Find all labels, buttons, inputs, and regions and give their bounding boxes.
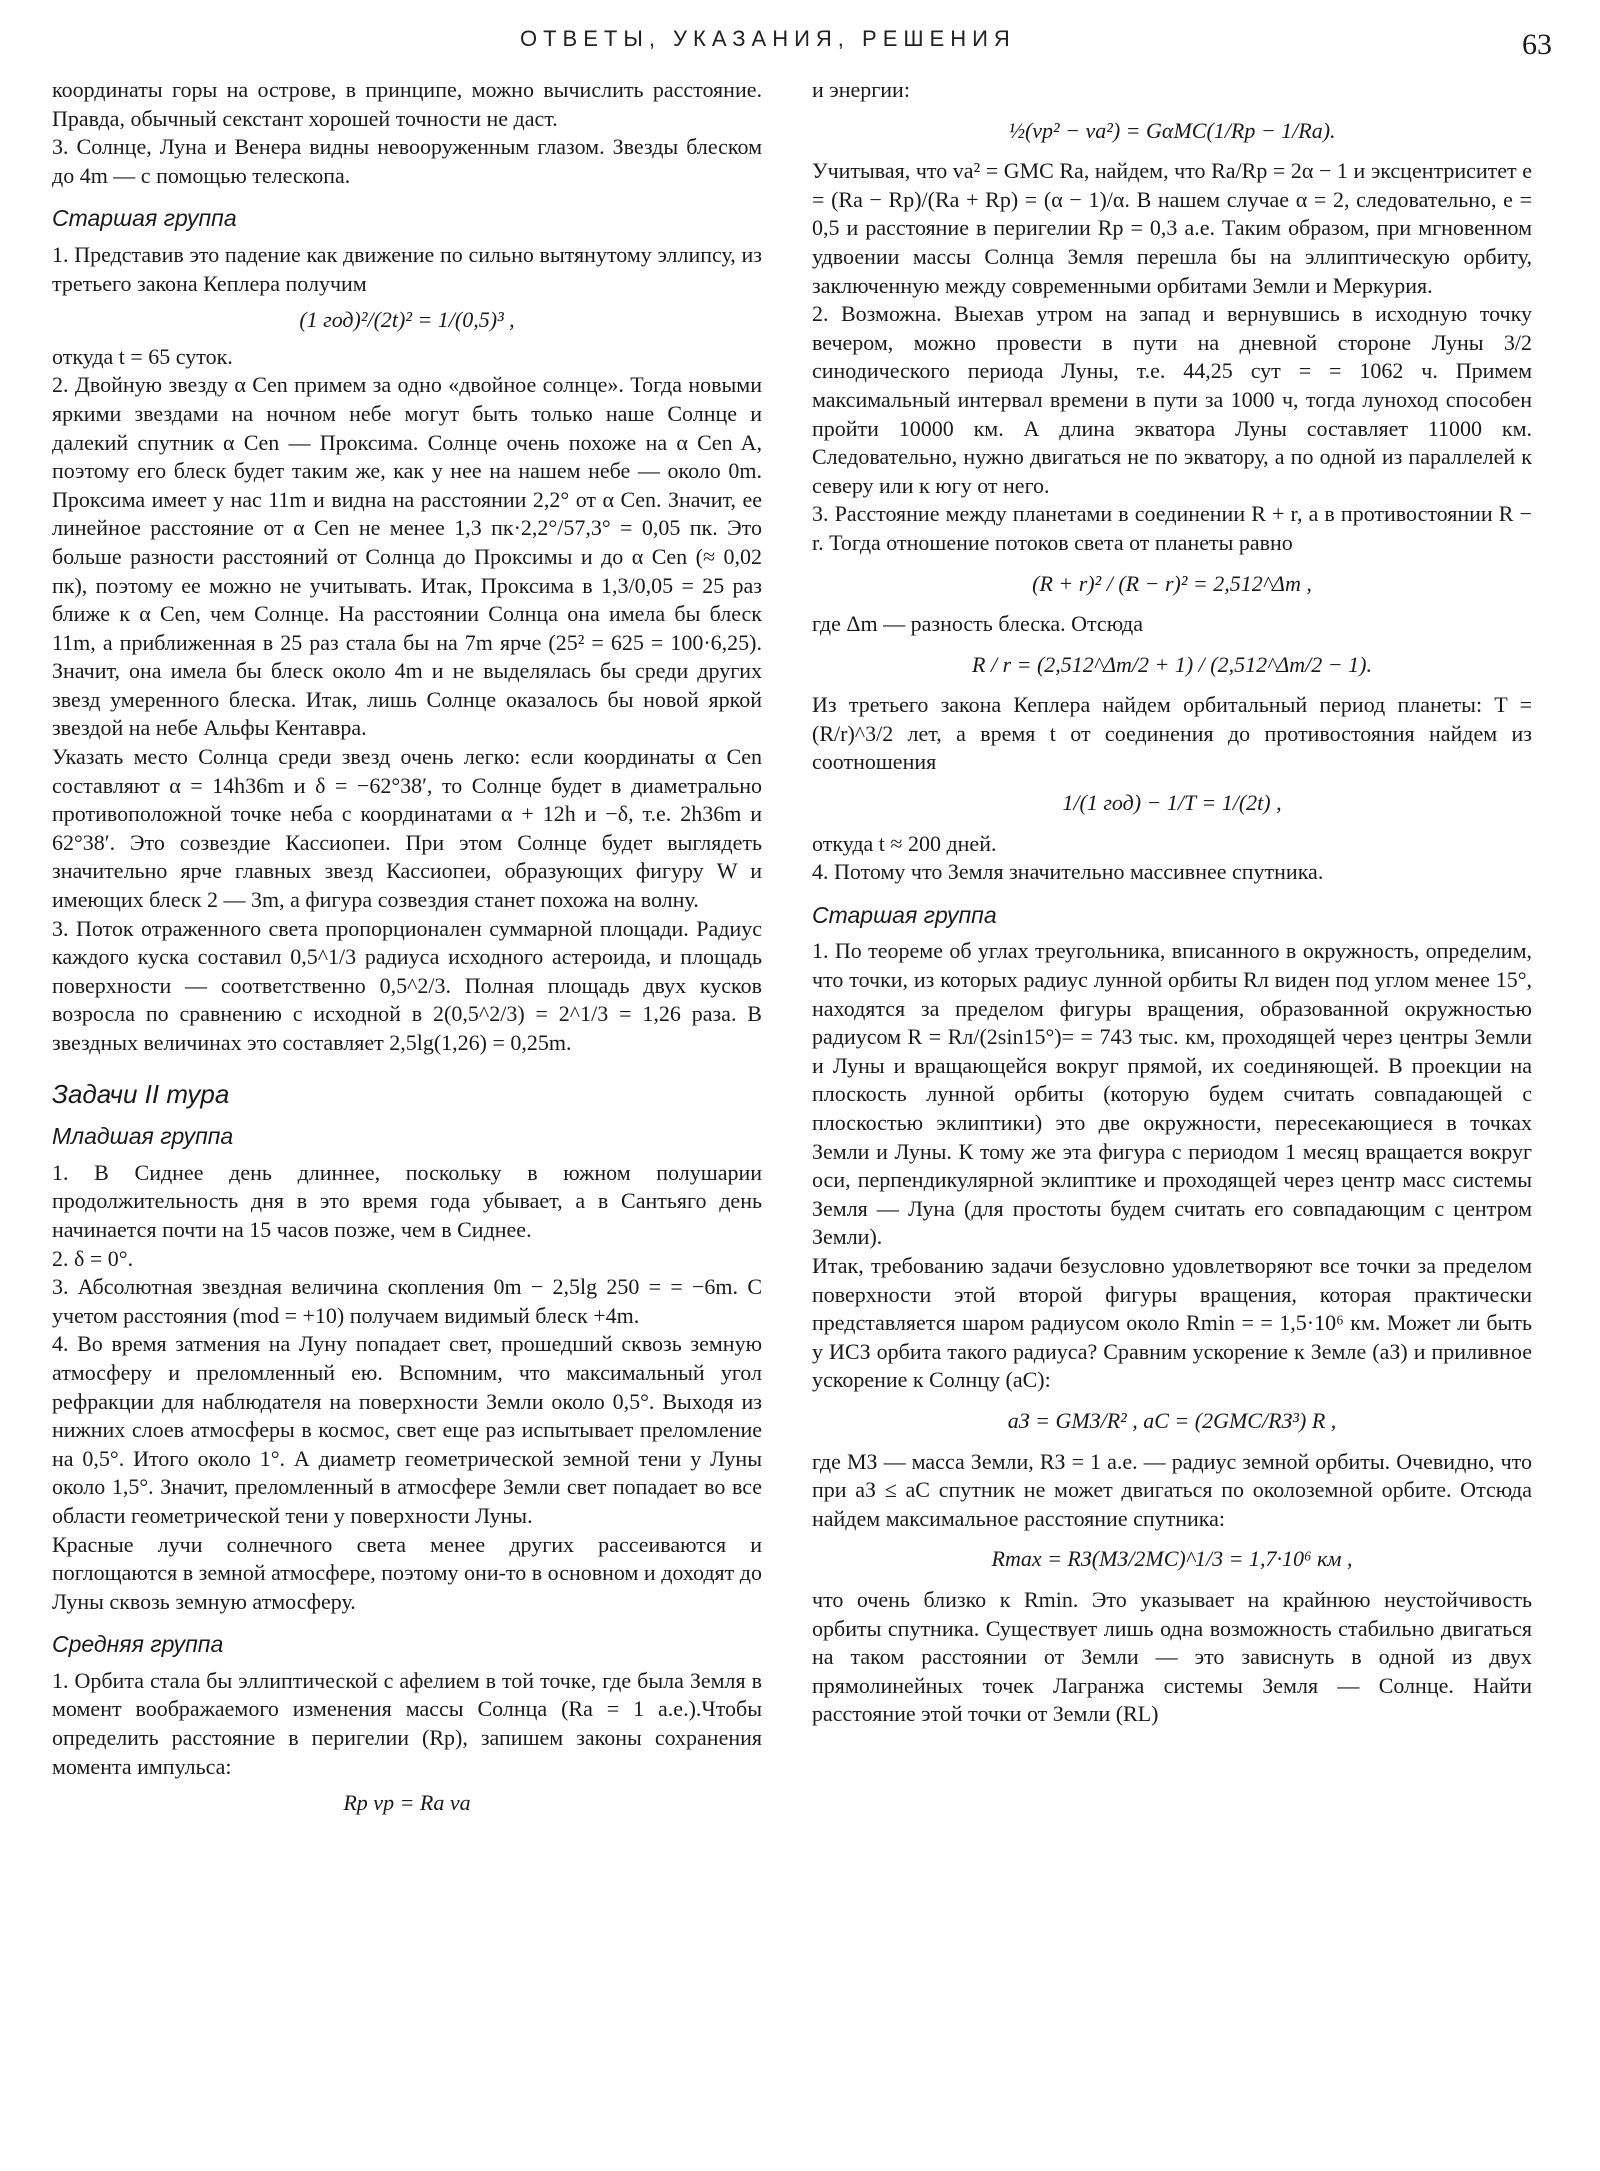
paragraph: 2. δ = 0°. [52, 1245, 134, 1271]
paragraph: 3. Солнце, Луна и Венера видны невооруженным глазом. Звезды блеском до 4m — с помощью телескопа. [52, 134, 762, 188]
section-heading: Старшая группа [812, 901, 997, 928]
left-column [52, 76, 762, 1826]
page-number: 63 [1522, 28, 1552, 61]
paragraph: 3. Абсолютная звездная величина скопления 0m − 2,5lg 250 = = −6m. С учетом расстояния (mod = +10) получаем видимый блеск +4m. [52, 1274, 762, 1328]
paragraph: 4. Потому что Земля значительно массивнее спутника. [812, 859, 1324, 885]
paragraph: откуда t ≈ 200 дней. [812, 830, 997, 856]
paragraph: 3. Поток отраженного света пропорционален суммарной площади. Радиус каждого куска составил 0,5^1/3 радиуса исходного астероида, и площадь поверхности — соответственно 0,5^2/3. Полная площадь двух кусков возросла по сравнению с исходной в 2(0,5^2/3) = 2^1/3 = 1,26 раза. В звездных величинах это составляет 2,5lg(1,26) = 0,25m. [52, 915, 762, 1055]
formula: Rmax = RЗ(MЗ/2MC)^1/3 = 1,7·10⁶ км , [991, 1546, 1353, 1572]
paragraph: 4. Во время затмения на Луну попадает свет, прошедший сквозь земную атмосферу и преломленный ею. Вспомним, что максимальный угол рефракции для наблюдателя на поверхности Земли около 0,5°. Выходя из нижних слоев атмосферы в космос, свет еще раз испытывает преломление на 0,5°. Итого около 1°. А диаметр геометрической земной тени у Луны около 1,5°. Значит, преломленный в атмосфере Земли свет попадает во все области геометрической тени у поверхности Луны. [52, 1331, 762, 1528]
running-title: ОТВЕТЫ, УКАЗАНИЯ, РЕШЕНИЯ [520, 26, 1016, 51]
paragraph: где Δm — разность блеска. Отсюда [812, 611, 1143, 637]
formula: 1/(1 год) − 1/T = 1/(2t) , [1062, 790, 1282, 816]
paragraph: 3. Расстояние между планетами в соединении R + r, а в противостоянии R − r. Тогда отношение потоков света от планеты равно [812, 501, 1532, 555]
section-heading: Старшая группа [52, 205, 237, 232]
paragraph: 1. По теореме об углах треугольника, вписанного в окружность, определим, что точки, из которых радиус лунной орбиты Rл виден под углом менее 15°, находятся за пределом фигуры вращения, образованной окружностью радиусом R = Rл/(2sin15°)= = 743 тыс. км, проходящей через центры Земли и Луны и вращающейся вокруг прямой, их соединяющей. В проекции на плоскость лунной орбиты (которую будем считать совпадающей с плоскостью эклиптики) это две окружности, пересекающиеся в точках Земли и Луны. К тому же эта фигура с периодом 1 месяц вращается вокруг оси, перпендикулярной эклиптике и проходящей через центр масс системы Земля — Луна (для простоты будем считать его совпадающим с центром Земли). [812, 938, 1532, 1250]
paragraph: 2. Двойную звезду α Cen примем за одно «двойное солнце». Тогда новыми яркими звездами на ночном небе могут быть только наше Солнце и далекий спутник α Cen — Проксима. Солнце очень похоже на α Cen A, поэтому его блеск будет таким же, как у нее на нашем небе — около 0m. Проксима имеет у нас 11m и видна на расстоянии 2,2° от α Cen. Значит, ее линейное расстояние от α Cen не менее 1,3 пк·2,2°/57,3° = 0,05 пк. Это больше разности расстояний от Солнца до Проксимы и до α Cen (≈ 0,02 пк), поэтому ее можно не учитывать. Итак, Проксима в 1,3/0,05 = 25 раз ближе к α Cen, чем Солнце. На расстоянии Солнца она имела бы блеск 11m, а приближенная в 25 раз стала бы на 7m ярче (25² = 625 = 100·6,25). Значит, она имела бы блеск около 4m и не выделялась бы среди других звезд умеренного блеска. Итак, лишь Солнце оказалось бы новой яркой звездой на небе Альфы Кентавра. [52, 372, 762, 741]
paragraph: Учитывая, что va² = GMC Ra, найдем, что Ra/Rp = 2α − 1 и эксцентриситет e = (Ra − Rp)/(Ra + Rp) = (α − 1)/α. В нашем случае α = 2, следовательно, e = 0,5 и расстояние в перигелии Rp = 0,3 а.е. Таким образом, при мгновенном удвоении массы Солнца Земля перешла бы на эллиптическую орбиту, заключенную между современными орбитами Земли и Меркурия. [812, 158, 1532, 298]
paragraph: 1. Представив это падение как движение по сильно вытянутому эллипсу, из третьего закона Кеплера получим [52, 241, 762, 296]
page-header [0, 22, 1600, 62]
paragraph: 1. Орбита стала бы эллиптической с афелием в той точке, где была Земля в момент воображаемого изменения массы Солнца (Ra = 1 а.е.).Чтобы определить расстояние в перигелии (Rp), запишем законы сохранения момента импульса: [52, 1667, 762, 1779]
section-heading: Средняя группа [52, 1631, 224, 1658]
paragraph: Из третьего закона Кеплера найдем орбитальный период планеты: T = (R/r)^3/2 лет, а время t от соединения до противостояния найдем из соотношения [812, 692, 1532, 775]
tour-heading: Задачи II тура [52, 1078, 230, 1109]
section-heading: Младшая группа [52, 1123, 234, 1150]
formula: Rp vp = Ra va [343, 1790, 471, 1816]
paragraph: Красные лучи солнечного света менее других рассеиваются и поглощаются в земной атмосфере, поэтому они-то в основном и доходят до Луны сквозь земную атмосферу. [52, 1531, 762, 1614]
paragraph: 2. Возможна. Выехав утром на запад и вернувшись в исходную точку вечером, можно провести в пути на дневной стороне Луны 3/2 синодического периода Луны, т.е. 44,25 сут = = 1062 ч. Примем максимальный интервал времени в пути за 1000 ч, тогда луноход способен пройти 10000 км. А длина экватора Луны составляет 11000 км. Следовательно, нужно двигаться не по экватору, а по одной из параллелей к северу или к югу от него. [812, 301, 1532, 498]
right-column [812, 76, 1532, 1729]
formula: (1 год)²/(2t)² = 1/(0,5)³ , [299, 307, 515, 333]
paragraph: откуда t = 65 суток. [52, 343, 233, 369]
formula: R / r = (2,512^Δm/2 + 1) / (2,512^Δm/2 − 1). [972, 651, 1372, 677]
formula: (R + r)² / (R − r)² = 2,512^Δm , [1032, 570, 1312, 596]
formula: ½(vp² − va²) = GαMC(1/Rp − 1/Ra). [1008, 117, 1336, 143]
paragraph: что очень близко к Rmin. Это указывает на крайнюю неустойчивость орбиты спутника. Существует лишь одна возможность стабильно двигаться на таком расстоянии от Земли — это зависнуть в одной из двух прямолинейных точек Лагранжа системы Земля — Солнце. Найти расстояние этой точки от Земли (RL) [812, 1586, 1532, 1727]
paragraph: координаты горы на острове, в принципе, можно вычислить расстояние. Правда, обычный секстант хорошей точности не даст. [52, 77, 762, 131]
paragraph: Итак, требованию задачи безусловно удовлетворяют все точки за пределом поверхности этой второй фигуры вращения, которая практически представляется шаром радиусом около Rmin = = 1,5·10⁶ км. Может ли быть у ИСЗ орбита такого радиуса? Сравним ускорение к Земле (aЗ) и приливное ускорение к Солнцу (aC): [812, 1252, 1532, 1393]
paragraph: Указать место Солнца среди звезд очень легко: если координаты α Cen составляют α = 14h36m и δ = −62°38′, то Солнце будет в диаметрально противоположной точке неба с координатами α + 12h и −δ, т.е. 2h36m и 62°38′. Это созвездие Кассиопеи. При этом Солнце будет выглядеть значительно ярче главных звезд Кассиопеи, образующих фигуру W и имеющих блеск 2 — 3m, а фигура созвездия станет похожа на волну. [52, 744, 762, 913]
paragraph: 1. В Сиднее день длиннее, поскольку в южном полушарии продолжительность дня в это время года убывает, а в Сантьяго день начинается почти на 15 часов позже, чем в Сиднее. [52, 1159, 762, 1242]
formula: aЗ = GMЗ/R² , aC = (2GMC/RЗ³) R , [1007, 1407, 1337, 1433]
paragraph: где MЗ — масса Земли, RЗ = 1 а.е. — радиус земной орбиты. Очевидно, что при aЗ ≤ aC спутник не может двигаться по околоземной орбите. Отсюда найдем максимальное расстояние спутника: [812, 1448, 1532, 1531]
paragraph: и энергии: [812, 77, 910, 102]
